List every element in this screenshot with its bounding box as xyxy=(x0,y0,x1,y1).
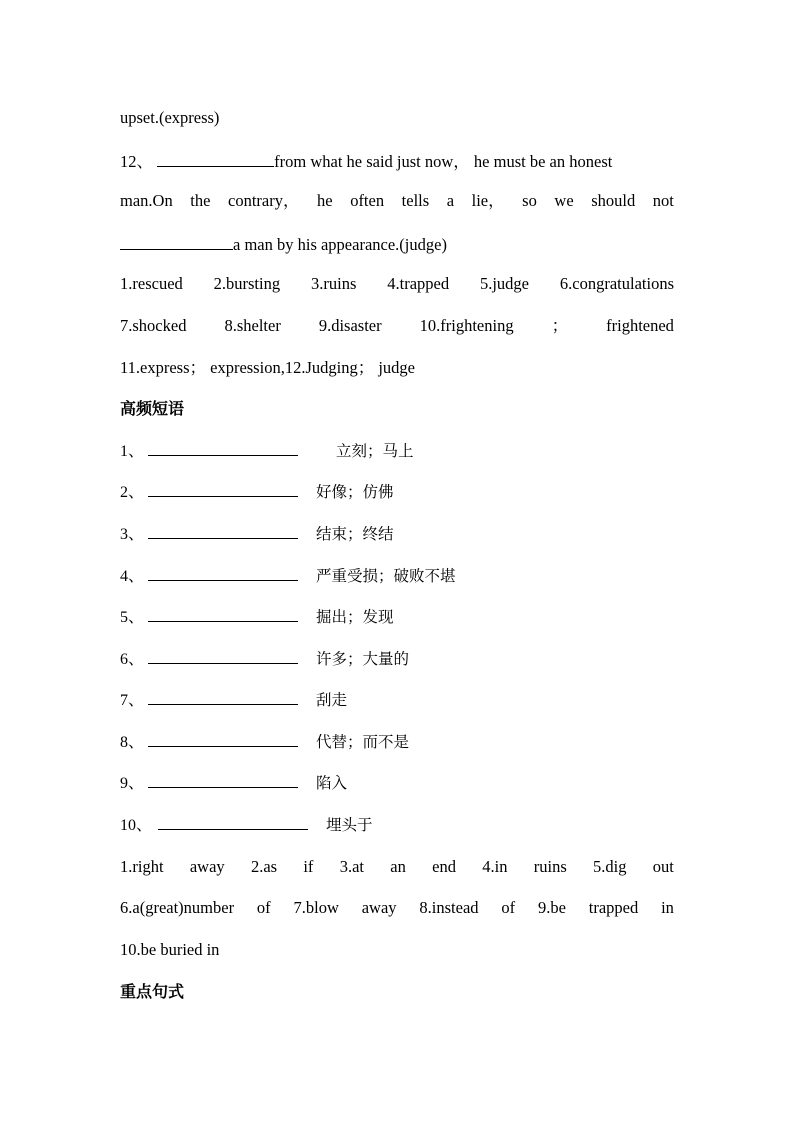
answer-item: 5.judge xyxy=(479,274,530,293)
phrase-number: 2、 xyxy=(120,484,145,501)
answer-word: 2.as xyxy=(250,857,278,876)
word: should xyxy=(591,191,636,210)
answer-word: 7.blow xyxy=(293,898,339,917)
phrase-item xyxy=(120,732,720,753)
phrase-item xyxy=(120,690,720,711)
answers-row-1 xyxy=(120,274,674,294)
answer-item: 3.ruins xyxy=(310,274,357,293)
answer-word: away xyxy=(361,898,397,917)
phrase-number: 6、 xyxy=(120,651,145,668)
phrase-meaning: 掘出；发现 xyxy=(316,608,394,626)
phrase-meaning: 结束；终结 xyxy=(316,525,394,543)
word: so xyxy=(522,191,537,210)
answer-blank[interactable] xyxy=(157,150,274,167)
section-heading-sentences: 重点句式 xyxy=(120,982,185,1001)
answer-item: 7.shocked xyxy=(120,316,187,335)
phrase-number: 8、 xyxy=(120,734,145,751)
answer-word: end xyxy=(432,857,456,876)
answer-word: 3.at xyxy=(339,857,365,876)
answer-word: if xyxy=(303,857,314,876)
phrase-meaning: 严重受损；破败不堪 xyxy=(316,567,456,585)
question-12-text-end: a man by his appearance.(judge) xyxy=(233,235,447,254)
phrase-blank[interactable] xyxy=(148,441,298,456)
phrase-meaning: 好像；仿佛 xyxy=(316,483,394,501)
answer-item: 4.trapped xyxy=(387,274,450,293)
answer-word: 8.instead xyxy=(419,898,479,917)
question-12-number: 12、 xyxy=(120,152,153,171)
phrase-number: 4、 xyxy=(120,568,145,585)
phrase-blank[interactable] xyxy=(148,482,298,497)
answer-item: 8.shelter xyxy=(224,316,281,335)
phrase-answers-row-3: 10.be buried in xyxy=(120,940,220,959)
question-12-text: from what he said just now， he must be an honest xyxy=(274,152,613,171)
word: he xyxy=(317,191,333,210)
answer-word: 5.dig xyxy=(593,857,627,876)
answer-word: away xyxy=(189,857,225,876)
phrase-meaning: 立刻；马上 xyxy=(336,442,414,460)
word: tells xyxy=(401,191,430,210)
answer-word: ruins xyxy=(533,857,567,876)
phrase-item xyxy=(120,482,720,503)
phrase-item xyxy=(120,524,720,545)
phrase-blank[interactable] xyxy=(148,732,298,747)
phrase-item xyxy=(120,566,720,587)
phrase-blank[interactable] xyxy=(148,524,298,539)
phrase-blank[interactable] xyxy=(148,607,298,622)
phrase-meaning: 陷入 xyxy=(316,774,348,792)
phrase-meaning: 埋头于 xyxy=(326,816,373,834)
word: a xyxy=(446,191,455,210)
phrase-number: 7、 xyxy=(120,692,145,709)
phrase-number: 3、 xyxy=(120,526,145,543)
word: the xyxy=(190,191,211,210)
word: man.On xyxy=(120,191,173,210)
answer-word: 9.be xyxy=(537,898,566,917)
question-12-line2 xyxy=(120,191,674,211)
phrase-item xyxy=(120,773,720,794)
answer-word: 4.in xyxy=(482,857,508,876)
phrase-blank[interactable] xyxy=(148,690,298,705)
question-12-line1 xyxy=(120,150,674,172)
phrase-blank[interactable] xyxy=(158,815,308,830)
phrase-number: 9、 xyxy=(120,775,145,792)
answer-item: 1.rescued xyxy=(120,274,183,293)
phrase-number: 10、 xyxy=(120,817,153,834)
answer-item: 6.congratulations xyxy=(559,274,674,293)
answer-item: frightened xyxy=(606,316,674,335)
phrase-number: 5、 xyxy=(120,609,145,626)
word: often xyxy=(350,191,385,210)
answers-row-3: 11.express； expression,12.Judging； judge xyxy=(120,358,415,377)
word: contrary， xyxy=(228,191,300,210)
answer-blank[interactable] xyxy=(120,233,233,250)
exercise-continuation: upset.(express) xyxy=(120,108,220,127)
phrase-item xyxy=(120,649,720,670)
phrase-meaning: 代替；而不是 xyxy=(316,733,410,751)
word: we xyxy=(554,191,574,210)
answer-word: out xyxy=(652,857,674,876)
phrase-blank[interactable] xyxy=(148,649,298,664)
phrase-item xyxy=(120,815,720,836)
phrase-item xyxy=(120,441,720,462)
answer-separator: ； xyxy=(551,316,569,335)
answer-word: in xyxy=(661,898,674,917)
answer-word: of xyxy=(501,898,516,917)
phrase-number: 1、 xyxy=(120,443,145,460)
section-heading-phrases: 高频短语 xyxy=(120,399,185,418)
phrase-answers-row-1 xyxy=(120,857,674,877)
phrase-blank[interactable] xyxy=(148,566,298,581)
answer-word: an xyxy=(390,857,406,876)
phrase-meaning: 许多；大量的 xyxy=(316,650,410,668)
phrase-answers-row-2 xyxy=(120,898,674,918)
word: not xyxy=(652,191,674,210)
answer-word: 1.right xyxy=(120,857,164,876)
answer-item: 2.bursting xyxy=(213,274,281,293)
answer-item: 10.frightening xyxy=(419,316,514,335)
answer-word: of xyxy=(256,898,271,917)
question-12-line3 xyxy=(120,233,674,255)
word: lie， xyxy=(471,191,505,210)
answers-row-2 xyxy=(120,316,674,336)
phrase-blank[interactable] xyxy=(148,773,298,788)
answer-word: 6.a(great)number xyxy=(120,898,235,917)
answer-item: 9.disaster xyxy=(318,316,382,335)
answer-word: trapped xyxy=(588,898,639,917)
phrase-item xyxy=(120,607,720,628)
phrase-meaning: 刮走 xyxy=(316,691,348,709)
